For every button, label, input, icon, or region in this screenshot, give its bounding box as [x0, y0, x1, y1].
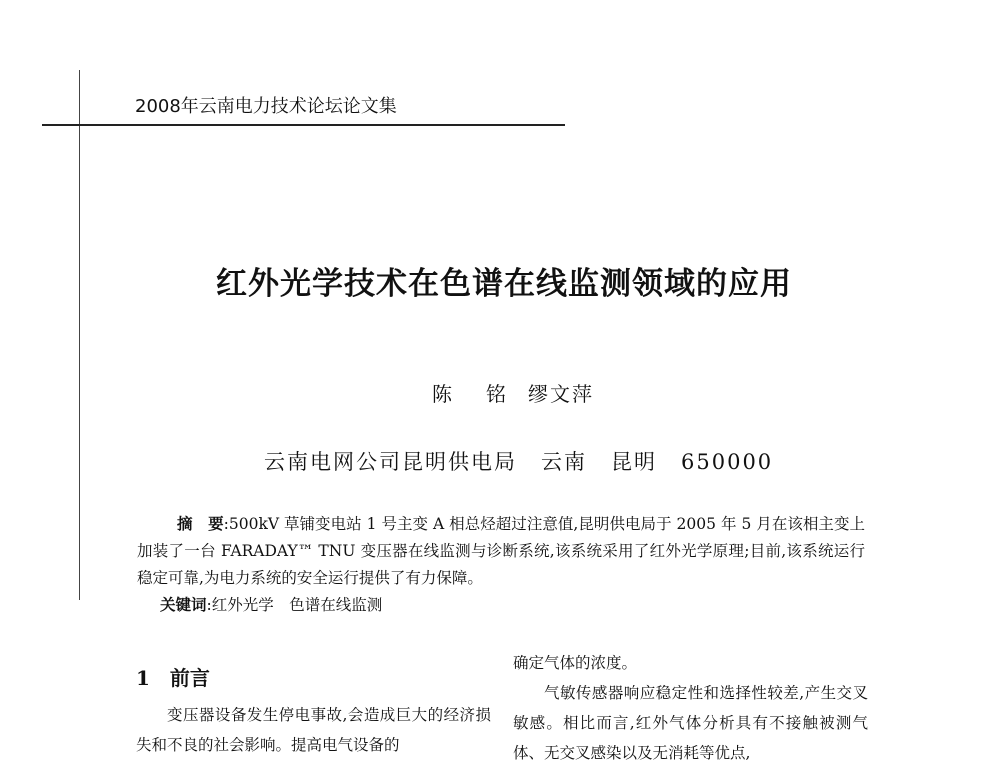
- paragraph: 变压器设备发生停电事故,会造成巨大的经济损失和不良的社会影响。提高电气设备的: [136, 706, 491, 754]
- running-header: 2008年云南电力技术论坛论文集: [135, 96, 397, 117]
- affiliation: [264, 446, 773, 476]
- author-name: 铭: [486, 382, 506, 406]
- abstract: [137, 510, 865, 592]
- keywords-label: 关键词: [160, 595, 207, 614]
- paragraph: 气敏传感器响应稳定性和选择性较差,产生交叉敏感。相比而言,红外气体分析具有不接触被测气体、无交叉感染以及无消耗等优点,: [513, 684, 868, 762]
- affiliation-province: 云南: [541, 450, 587, 474]
- left-column: [136, 700, 491, 760]
- keywords: [160, 593, 382, 615]
- section-number: 1: [136, 666, 150, 690]
- abstract-text: :500kV 草铺变电站 1 号主变 A 相总烃超过注意值,昆明供电局于 2005 年 5 月在该相主变上加装了一台 FARADAY™ TNU 变压器在线监测与诊断系统,该系统采用了红外光学原理;目前,该系统运行稳定可靠,为电力系统的安全运行提供了有力保障。: [137, 515, 865, 587]
- author-name: 陈: [432, 382, 452, 406]
- section-heading: [136, 662, 210, 691]
- paragraph: 确定气体的浓度。: [513, 654, 638, 672]
- right-column: [513, 648, 868, 768]
- header-rule: [42, 124, 565, 126]
- abstract-label: 摘 要: [177, 514, 224, 533]
- section-title: 前言: [169, 666, 210, 690]
- affiliation-postcode: 650000: [681, 450, 774, 474]
- author-name: 缪文萍: [528, 382, 594, 406]
- paper-title: 红外光学技术在色谱在线监测领域的应用: [216, 266, 792, 302]
- author-list: [432, 378, 594, 407]
- affiliation-org: 云南电网公司昆明供电局: [264, 450, 517, 474]
- affiliation-city: 昆明: [611, 450, 657, 474]
- binding-margin-line: [79, 70, 80, 600]
- keywords-text: :红外光学 色谱在线监测: [206, 596, 383, 614]
